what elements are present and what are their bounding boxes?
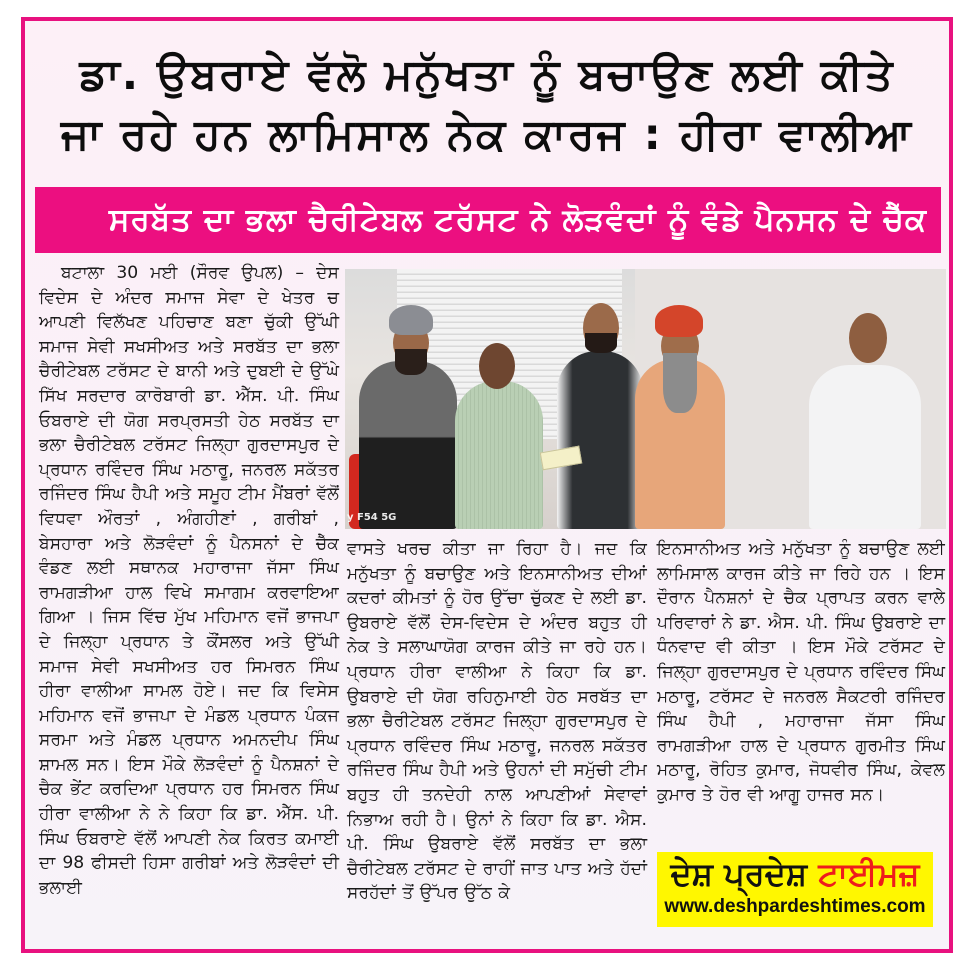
person-1-turban: [389, 305, 433, 335]
person-2: [455, 381, 543, 529]
person-1-beard: [395, 349, 427, 375]
article-column-left: [39, 261, 339, 900]
publication-name-black: ਦੇਸ਼ ਪ੍ਰਦੇਸ਼: [670, 855, 808, 893]
publication-name-red: ਟਾਈਮਜ਼: [818, 855, 920, 893]
article-column-middle: [347, 537, 647, 906]
column-middle-text: ਵਾਸਤੇ ਖਰਚ ਕੀਤਾ ਜਾ ਰਿਹਾ ਹੈ। ਜਦ ਕਿ ਮਨੁੱਖਤਾ ਨੂੰ ਬਚਾਉਣ ਅਤੇ ਇਨਸਾਨੀਅਤ ਦੀਆਂ ਕਦਰਾਂ ਕੀਮਤਾਂ ਨੂੰ ਹੋਰ ਉੱਚਾ ਚੁੱਕਣ ਦੇ ਲਈ ਡਾ. ਉਬਰਾਏ ਵੱਲੋਂ ਦੇਸ-ਵਿਦੇਸ ਦੇ ਅੰਦਰ ਬਹੁਤ ਹੀ ਨੇਕ ਤੇ ਸਲਾਘਾਯੋਗ ਕਾਰਜ ਕੀਤੇ ਜਾ ਰਹੇ ਹਨ। ਪ੍ਰਧਾਨ ਹੀਰਾ ਵਾਲੀਆ ਨੇ ਕਿਹਾ ਕਿ ਡਾ. ਉਬਰਾਏ ਦੀ ਯੋਗ ਰਹਿਨੁਮਾਈ ਹੇਠ ਸਰਬੱਤ ਦਾ ਭਲਾ ਚੈਰੀਟੇਬਲ ਟਰੱਸਟ ਜਿਲ੍ਹਾ ਗੁਰਦਾਸਪੁਰ ਦੇ ਪ੍ਰਧਾਨ ਰਵਿੰਦਰ ਸਿੰਘ ਮਠਾਰੂ, ਜਨਰਲ ਸਕੱਤਰ ਰਜਿੰਦਰ ਸਿੰਘ ਹੈਪੀ ਅਤੇ ਉਹਨਾਂ ਦੀ ਸਮੁੱਚੀ ਟੀਮ ਬਹੁਤ ਹੀ ਤਨਦੇਹੀ ਨਾਲ ਆਪਣੀਆਂ ਸੇਵਾਵਾਂ ਨਿਭਾਅ ਰਹੀ ਹੈ। ਉਨਾਂ ਨੇ ਕਿਹਾ ਕਿ ਡਾ. ਐਸ. ਪੀ. ਸਿੰਘ ਉਬਰਾਏ ਵੱਲੋਂ ਸਰਬੱਤ ਦਾ ਭਲਾ ਚੈਰੀਟੇਬਲ ਟਰੱਸਟ ਦੇ ਰਾਹੀਂ ਜਾਤ ਪਾਤ ਅਤੇ ਹੱਦਾਂ ਸਰਹੱਦਾਂ ਤੋਂ ਉੱਪਰ ਉੱਠ ਕੇ: [347, 539, 647, 904]
person-4-beard: [663, 353, 697, 413]
publication-name: [657, 852, 933, 894]
article-column-right: [657, 537, 945, 808]
column-left-text: ਬਟਾਲਾ 30 ਮਈ (ਸੌਰਵ ਉਪਲ) – ਦੇਸ ਵਿਦੇਸ ਦੇ ਅੰਦਰ ਸਮਾਜ ਸੇਵਾ ਦੇ ਖੇਤਰ ਚ ਆਪਣੀ ਵਿਲੱਖਣ ਪਹਿਚਾਣ ਬਣਾ ਚੁੱਕੀ ਉੱਘੀ ਸਮਾਜ ਸੇਵੀ ਸਖਸੀਅਤ ਅਤੇ ਸਰਬੱਤ ਦਾ ਭਲਾ ਚੈਰੀਟੇਬਲ ਟਰੱਸਟ ਦੇ ਬਾਨੀ ਅਤੇ ਦੁਬਈ ਦੇ ਉੱਘੇ ਸਿੱਖ ਸਰਦਾਰ ਕਾਰੋਬਾਰੀ ਡਾ. ਐੱਸ. ਪੀ. ਸਿੰਘ ਓਬਰਾਏ ਦੀ ਯੋਗ ਸਰਪ੍ਰਸਤੀ ਹੇਠ ਸਰਬੱਤ ਦਾ ਭਲਾ ਚੈਰੀਟੇਬਲ ਟਰੱਸਟ ਜਿਲ੍ਹਾ ਗੁਰਦਾਸਪੁਰ ਦੇ ਪ੍ਰਧਾਨ ਰਵਿੰਦਰ ਸਿੰਘ ਮਠਾਰੂ, ਜਨਰਲ ਸਕੱਤਰ ਰਜਿੰਦਰ ਸਿੰਘ ਹੈਪੀ ਅਤੇ ਸਮੂਹ ਟੀਮ ਮੈਂਬਰਾਂ ਵੱਲੋਂ ਵਿਧਵਾ ਔਰਤਾਂ , ਅੰਗਹੀਣਾਂ , ਗਰੀਬਾਂ , ਬੇਸਹਾਰਾ ਅਤੇ ਲੋੜਵੰਦਾਂ ਨੂੰ ਪੈਨਸਨਾਂ ਦੇ ਚੈੱਕ ਵੰਡਣ ਲਈ ਸਥਾਨਕ ਮਹਾਰਾਜਾ ਜੱਸਾ ਸਿੰਘ ਰਾਮਗੜੀਆ ਹਾਲ ਵਿਖੇ ਸਮਾਗਮ ਕਰਵਾਇਆ ਗਿਆ । ਜਿਸ ਵਿੱਚ ਮੁੱਖ ਮਹਿਮਾਨ ਵਜੋਂ ਭਾਜਪਾ ਦੇ ਜਿਲ੍ਹਾ ਪ੍ਰਧਾਨ ਤੇ ਕੌਂਸਲਰ ਅਤੇ ਉੱਘੀ ਸਮਾਜ ਸੇਵੀ ਸਖਸੀਅਤ ਹਰ ਸਿਮਰਨ ਸਿੰਘ ਹੀਰਾ ਵਾਲੀਆ ਸਾਮਲ ਹੋਏ। ਜਦ ਕਿ ਵਿਸੇਸ ਮਹਿਮਾਨ ਵਜੋਂ ਭਾਜਪਾ ਦੇ ਮੰਡਲ ਪ੍ਰਧਾਨ ਪੰਕਜ ਸਰਮਾ ਅਤੇ ਮੰਡਲ ਪ੍ਰਧਾਨ ਅਮਨਦੀਪ ਸਿੰਘ ਸ਼ਾਮਲ ਸਨ। ਇਸ ਮੌਕੇ ਲੋੜਵੰਦਾਂ ਨੂੰ ਪੈਨਸ਼ਨਾਂ ਦੇ ਚੈਕ ਭੇਂਟ ਕਰਦਿਆ ਪ੍ਰਧਾਨ ਹਰ ਸਿਮਰਨ ਸਿੰਘ ਹੀਰਾ ਵਾਲੀਆ ਨੇ ਨੇ ਕਿਹਾ ਕਿ ਡਾ. ਐੱਸ. ਪੀ. ਸਿੰਘ ਓਬਰਾਏ ਵੱਲੋਂ ਆਪਣੀ ਨੇਕ ਕਿਰਤ ਕਮਾਈ ਦਾ 98 ਫੀਸਦੀ ਹਿਸਾ ਗਰੀਬਾਂ ਅਤੇ ਲੋੜਵੰਦਾਂ ਦੀ ਭਲਾਈ: [39, 263, 339, 898]
publication-url[interactable]: www.deshpardeshtimes.com: [664, 896, 926, 917]
person-4-turban: [655, 305, 703, 337]
article-frame: [21, 17, 953, 953]
headline-line-1: ਡਾ. ਉਬਰਾਏ ਵੱਲੋ ਮਨੁੱਖਤਾ ਨੂੰ ਬਚਾਉਣ ਲਈ ਕੀਤੇ: [79, 50, 895, 100]
person-5: [809, 365, 921, 529]
person-2-head: [479, 343, 515, 389]
column-right-text: ਇਨਸਾਨੀਅਤ ਅਤੇ ਮਨੁੱਖਤਾ ਨੂੰ ਬਚਾਉਣ ਲਈ ਲਾਮਿਸਾਲ ਕਾਰਜ ਕੀਤੇ ਜਾ ਰਿਹੇ ਹਨ । ਇਸ ਦੌਰਾਨ ਪੈਨਸ਼ਨਾਂ ਦੇ ਚੈਕ ਪ੍ਰਾਪਤ ਕਰਨ ਵਾਲੇ ਪਰਿਵਾਰਾਂ ਨੇ ਡਾ. ਐਸ. ਪੀ. ਸਿੰਘ ਉਬਰਾਏ ਦਾ ਧੰਨਵਾਦ ਵੀ ਕੀਤਾ । ਇਸ ਮੌਕੇ ਟਰੱਸਟ ਦੇ ਜਿਲ੍ਹਾ ਗੁਰਦਾਸਪੁਰ ਦੇ ਪ੍ਰਧਾਨ ਰਵਿੰਦਰ ਸਿੰਘ ਮਠਾਰੂ, ਟਰੱਸਟ ਦੇ ਜਨਰਲ ਸੈਕਟਰੀ ਰਜਿੰਦਰ ਸਿੰਘ ਹੈਪੀ , ਮਹਾਰਾਜਾ ਜੱਸਾ ਸਿੰਘ ਰਾਮਗੜੀਆ ਹਾਲ ਦੇ ਪ੍ਰਧਾਨ ਗੁਰਮੀਤ ਸਿੰਘ ਮਠਾਰੂ, ਰੋਹਿਤ ਕੁਮਾਰ, ਜੋਧਵੀਰ ਸਿੰਘ, ਕੇਵਲ ਕੁਮਾਰ ਤੇ ਹੋਰ ਵੀ ਆਗੂ ਹਾਜਰ ਸਨ।: [657, 539, 945, 805]
person-3: [557, 351, 643, 529]
headline: [25, 45, 949, 165]
subheadline-bar: ਸਰਬੱਤ ਦਾ ਭਲਾ ਚੈਰੀਟੇਬਲ ਟਰੱਸਟ ਨੇ ਲੋੜਵੰਦਾਂ ਨੂੰ ਵੰਡੇ ਪੈਨਸਨ ਦੇ ਚੈੱਕ: [35, 187, 941, 253]
publication-logo: [657, 852, 933, 927]
camera-watermark: y F54 5G: [347, 512, 397, 523]
person-1: [359, 361, 457, 529]
article-photo: [345, 269, 946, 529]
person-5-head: [849, 313, 887, 363]
person-3-beard: [585, 333, 617, 353]
headline-line-2: ਜਾ ਰਹੇ ਹਨ ਲਾਮਿਸਾਲ ਨੇਕ ਕਾਰਜ : ਹੀਰਾ ਵਾਲੀਆ: [60, 110, 914, 160]
